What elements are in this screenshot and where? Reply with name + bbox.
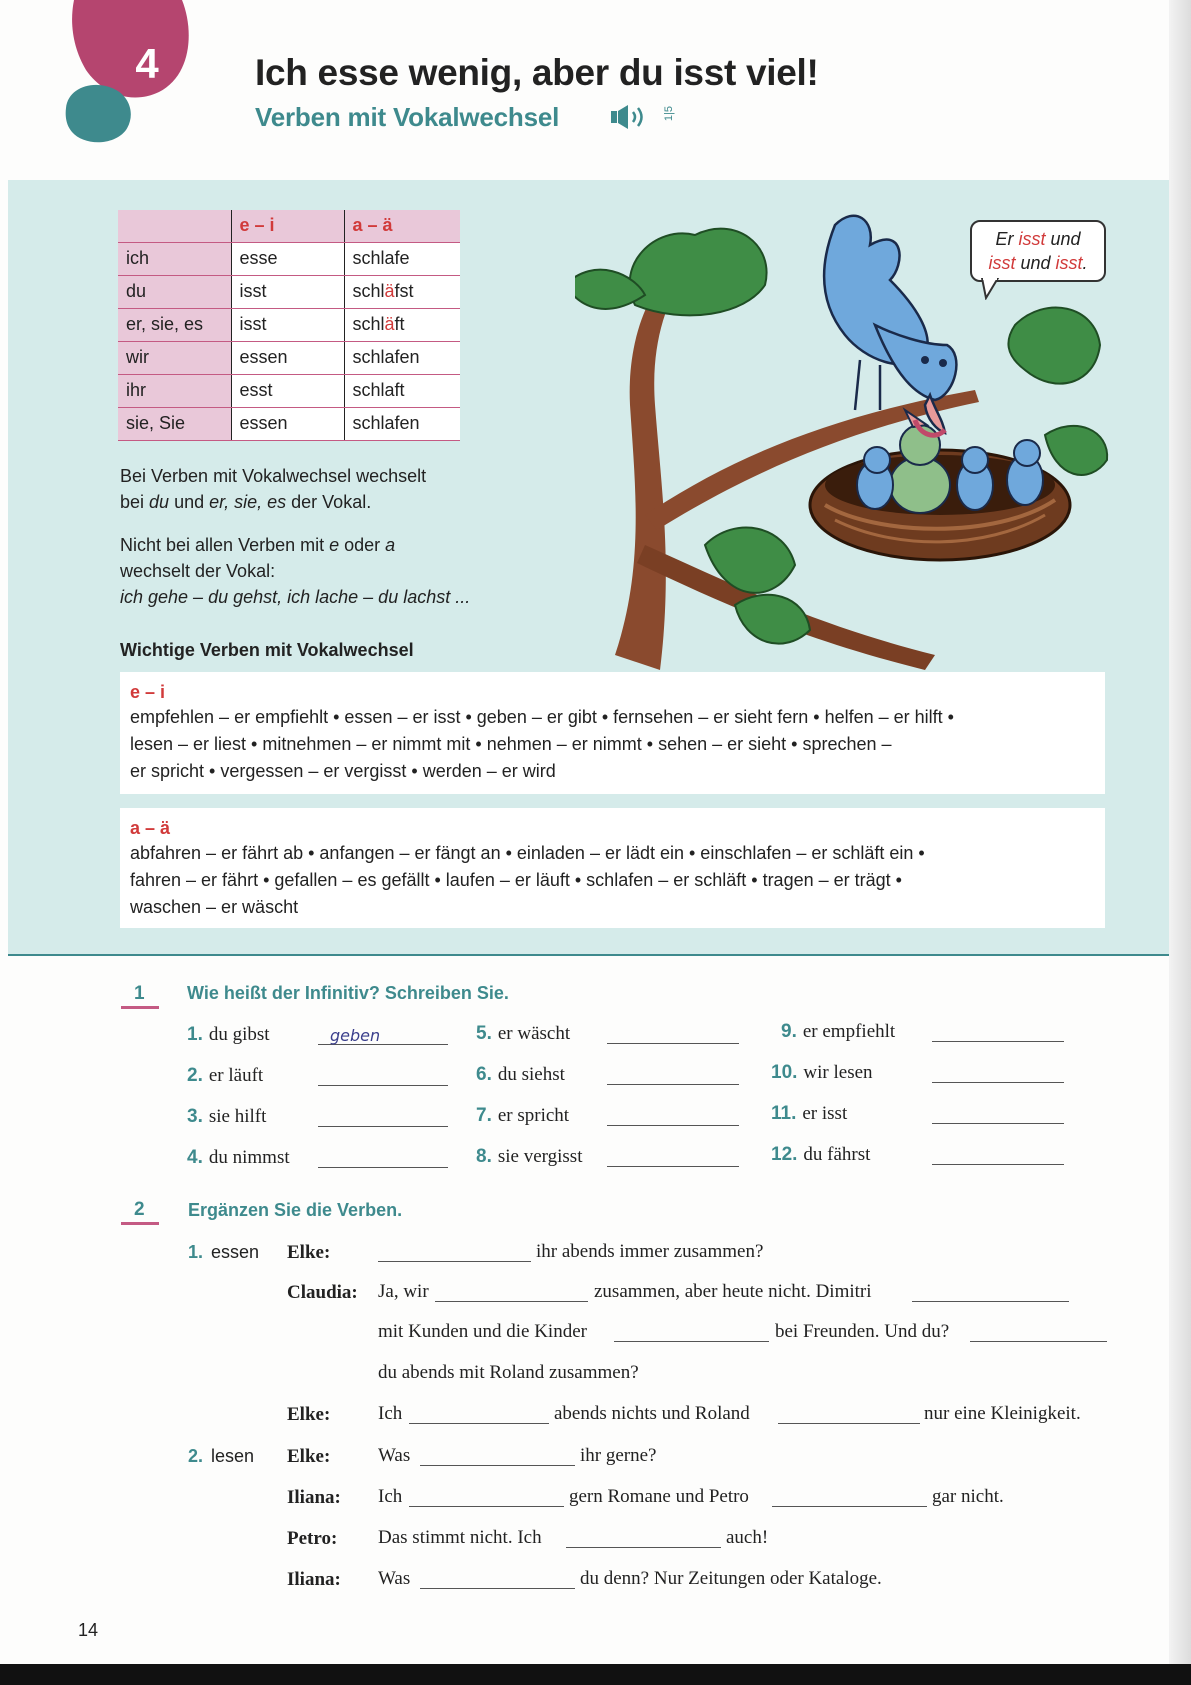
ex1-item-6: 6. du siehst: [476, 1064, 565, 1085]
table-header-cell: a – ä: [344, 210, 460, 242]
ex1-item-9: 9. er empfiehlt: [781, 1021, 896, 1042]
table-header-cell: [118, 210, 231, 242]
ex1-answer-field-2[interactable]: [318, 1060, 448, 1086]
ex2-blank[interactable]: [409, 1398, 549, 1424]
ei-cell: isst: [231, 308, 344, 341]
table-header-row: [118, 210, 460, 242]
aa-verbs-box: [120, 808, 1105, 928]
speaker-label: Petro:: [287, 1528, 338, 1549]
ex1-answer-field-6[interactable]: [607, 1059, 739, 1085]
dialogue-text: zusammen, aber heute nicht. Dimitri: [594, 1281, 872, 1302]
pronoun-cell: ihr: [118, 374, 231, 407]
ex2-blank[interactable]: [778, 1398, 920, 1424]
ex2-blank[interactable]: [614, 1316, 769, 1342]
conjugation-table: [118, 210, 460, 441]
ex2-blank[interactable]: [970, 1316, 1107, 1342]
ex2-blank[interactable]: [435, 1276, 588, 1302]
speaker-label: Elke:: [287, 1242, 331, 1263]
dialogue-text: abends nichts und Roland: [554, 1403, 750, 1424]
exercise-1-number: 1: [134, 983, 145, 1004]
table-row: [118, 341, 460, 374]
ex1-item-4: 4. du nimmst: [187, 1147, 290, 1168]
speaker-label: Iliana:: [287, 1569, 341, 1590]
page-subtitle: Verben mit Vokalwechsel: [255, 102, 560, 132]
exercise-2-title: Ergänzen Sie die Verben.: [188, 1200, 403, 1220]
verb-line: empfehlen – er empfiehlt • essen – er isst • geben – er gibt • fernsehen – er sieht fern • helfen – er hilft •: [130, 707, 954, 727]
ex1-item-10: 10. wir lesen: [771, 1062, 873, 1083]
audio-speaker-icon[interactable]: [610, 103, 650, 131]
aa-cell: schlafen: [344, 341, 460, 374]
dialogue-text: gern Romane und Petro: [569, 1486, 749, 1507]
panel-divider: [8, 954, 1183, 956]
exercise-2-number: 2: [134, 1199, 145, 1220]
ex1-item-5: 5. er wäscht: [476, 1023, 571, 1044]
ex1-answer-field-4[interactable]: [318, 1142, 448, 1168]
pronoun-cell: er, sie, es: [118, 308, 231, 341]
table-row: [118, 242, 460, 275]
dialogue-text: Ich: [378, 1403, 403, 1424]
ex1-item-8: 8. sie vergisst: [476, 1146, 583, 1167]
ex2-verb-2: 2. lesen: [188, 1446, 255, 1466]
aa-cell: schlafen: [344, 407, 460, 440]
ex1-answer-field-10[interactable]: [932, 1057, 1064, 1083]
table-row: [118, 407, 460, 440]
ex1-answer-field-5[interactable]: [607, 1018, 739, 1044]
pronoun-cell: sie, Sie: [118, 407, 231, 440]
dialogue-text: ihr gerne?: [580, 1445, 657, 1466]
important-verbs-heading: Wichtige Verben mit Vokalwechsel: [120, 640, 414, 660]
scan-bottom-border: [0, 1664, 1191, 1685]
ex1-answer-field-9[interactable]: [932, 1016, 1064, 1042]
explanation-paragraph-1: Bei Verben mit Vokalwechsel wechselt bei du und er, sie, es der Vokal.: [120, 466, 427, 512]
ex1-answer-field-8[interactable]: [607, 1141, 739, 1167]
exercise-1-underline: [121, 1006, 159, 1009]
pronoun-cell: ich: [118, 242, 231, 275]
table-row: [118, 374, 460, 407]
ex1-answer-field-12[interactable]: [932, 1139, 1064, 1165]
aa-label: a – ä: [130, 818, 171, 838]
aa-cell: schlafe: [344, 242, 460, 275]
table-row: [118, 275, 460, 308]
table-row: [118, 308, 460, 341]
ei-cell: isst: [231, 275, 344, 308]
verb-line: waschen – er wäscht: [130, 897, 299, 917]
ex1-handwritten-answer: geben: [330, 1026, 381, 1045]
chapter-number: 4: [135, 40, 159, 87]
ex1-item-1: 1. du gibst: [187, 1024, 270, 1045]
explanation-paragraph-2: Nicht bei allen Verben mit e oder a wechselt der Vokal: ich gehe – du gehst, ich lache – du lachst ...: [120, 535, 471, 607]
ex1-answer-field-11[interactable]: [932, 1098, 1064, 1124]
ex2-blank[interactable]: [566, 1522, 721, 1548]
page-edge-shadow: [1169, 0, 1191, 1685]
table-header-cell: e – i: [231, 210, 344, 242]
ex2-blank[interactable]: [409, 1481, 564, 1507]
ex1-item-3: 3. sie hilft: [187, 1106, 267, 1127]
speaker-label: Elke:: [287, 1404, 331, 1425]
ei-cell: essen: [231, 407, 344, 440]
verb-line: er spricht • vergessen – er vergisst • werden – er wird: [130, 761, 556, 781]
ex1-item-12: 12. du fährst: [771, 1144, 871, 1165]
ei-cell: essen: [231, 341, 344, 374]
ex2-verb-1: 1. essen: [188, 1242, 260, 1262]
ei-verbs-box: [120, 672, 1105, 794]
ex1-item-2: 2. er läuft: [187, 1065, 264, 1086]
ex2-blank[interactable]: [420, 1563, 575, 1589]
speaker-label: Iliana:: [287, 1487, 341, 1508]
dialogue-text: mit Kunden und die Kinder: [378, 1321, 587, 1342]
ex2-blank[interactable]: [772, 1481, 927, 1507]
aa-cell: schläfst: [344, 275, 460, 308]
dialogue-text: ihr abends immer zusammen?: [536, 1241, 764, 1262]
ex2-blank[interactable]: [420, 1440, 575, 1466]
ex1-answer-field-7[interactable]: [607, 1100, 739, 1126]
speaker-label: Elke:: [287, 1446, 331, 1467]
dialogue-text: Was: [378, 1568, 411, 1589]
ei-cell: esse: [231, 242, 344, 275]
pronoun-cell: du: [118, 275, 231, 308]
exercise-1-title: Wie heißt der Infinitiv? Schreiben Sie.: [187, 983, 509, 1003]
ei-label: e – i: [130, 682, 166, 702]
dialogue-text: gar nicht.: [932, 1486, 1004, 1507]
ex1-item-11: 11. er isst: [771, 1103, 848, 1124]
speech-bubble: Er isst und isst und isst.: [970, 220, 1106, 282]
dialogue-text: du denn? Nur Zeitungen oder Kataloge.: [580, 1568, 882, 1589]
dialogue-text: nur eine Kleinigkeit.: [924, 1403, 1081, 1424]
speech-bubble-tail-icon: [980, 278, 1002, 300]
dialogue-text: Was: [378, 1445, 411, 1466]
dialogue-text: Das stimmt nicht. Ich: [378, 1527, 542, 1548]
speaker-label: Claudia:: [287, 1282, 358, 1303]
exercise-2-underline: [121, 1222, 159, 1225]
dialogue-text: Ja, wir: [378, 1281, 429, 1302]
page-number: 14: [78, 1620, 99, 1640]
aa-cell: schläft: [344, 308, 460, 341]
dialogue-text: auch!: [726, 1527, 769, 1548]
verb-line: lesen – er liest • mitnehmen – er nimmt mit • nehmen – er nimmt • sehen – er sieht • sprechen –: [130, 734, 892, 754]
dialogue-text: Ich: [378, 1486, 403, 1507]
ex1-item-7: 7. er spricht: [476, 1105, 570, 1126]
audio-track-number: 1|5: [663, 106, 675, 122]
ex1-answer-field-3[interactable]: [318, 1101, 448, 1127]
dialogue-text: du abends mit Roland zusammen?: [378, 1362, 639, 1383]
ex2-blank[interactable]: [912, 1276, 1069, 1302]
dialogue-text: bei Freunden. Und du?: [775, 1321, 950, 1342]
page-title: Ich esse wenig, aber du isst viel!: [255, 52, 819, 93]
ex2-blank[interactable]: [378, 1236, 531, 1262]
verb-line: fahren – er fährt • gefallen – es gefällt • laufen – er läuft • schlafen – er schläft • tragen – er trägt •: [130, 870, 902, 890]
verb-line: abfahren – er fährt ab • anfangen – er fängt an • einladen – er lädt ein • einschlafen – er schläft ein •: [130, 843, 925, 863]
pronoun-cell: wir: [118, 341, 231, 374]
aa-cell: schlaft: [344, 374, 460, 407]
ei-cell: esst: [231, 374, 344, 407]
